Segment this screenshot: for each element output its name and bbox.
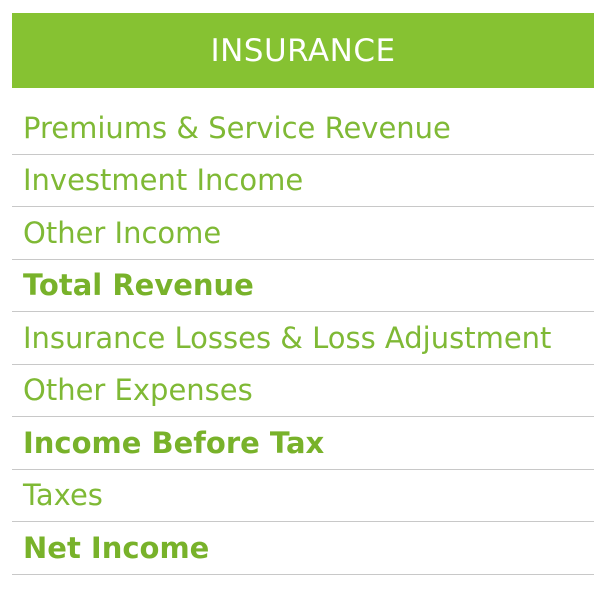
insurance-panel <box>12 13 594 575</box>
line-item-label: Net Income <box>23 530 210 565</box>
header-title: INSURANCE <box>210 32 396 69</box>
line-item-label: Other Expenses <box>23 373 253 408</box>
line-item-taxes <box>12 470 594 523</box>
line-item-total-revenue <box>12 260 594 313</box>
line-item-investment-income <box>12 155 594 208</box>
line-item-insurance-losses <box>12 312 594 365</box>
line-item-label: Insurance Losses & Loss Adjustment <box>23 320 552 355</box>
line-item-income-before-tax <box>12 417 594 470</box>
line-item-premiums-service-revenue <box>12 102 594 155</box>
line-item-other-expenses <box>12 365 594 418</box>
panel-header <box>12 13 594 88</box>
line-item-label: Taxes <box>23 478 103 513</box>
line-item-list <box>12 102 594 575</box>
line-item-label: Income Before Tax <box>23 425 325 460</box>
line-item-other-income <box>12 207 594 260</box>
line-item-net-income <box>12 522 594 575</box>
line-item-label: Other Income <box>23 215 222 250</box>
line-item-label: Total Revenue <box>23 268 254 303</box>
line-item-label: Investment Income <box>23 163 304 198</box>
line-item-label: Premiums & Service Revenue <box>23 111 451 146</box>
